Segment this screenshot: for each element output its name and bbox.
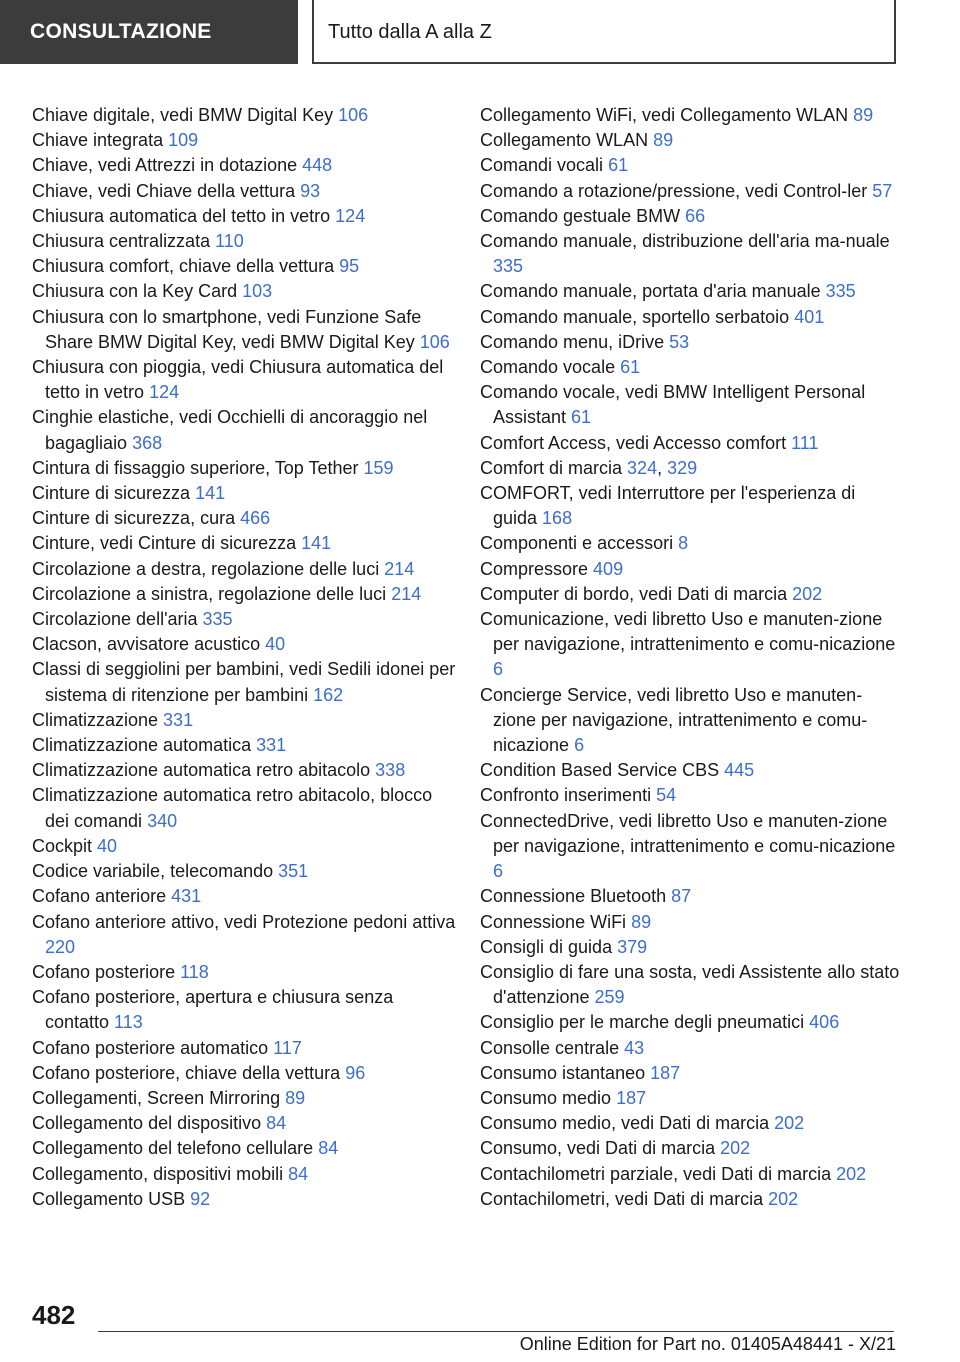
entry-label: Comando menu, iDrive [480,331,670,352]
index-entry [32,985,457,1035]
entry-label: Chiusura centralizzata [32,231,216,252]
entry-label: Contachilometri, vedi Dati di marcia [480,1188,769,1209]
page-header [0,0,960,66]
index-entry [32,456,457,481]
page-link[interactable]: 141 [301,533,332,554]
index-entry [480,153,900,178]
page-link[interactable]: 214 [391,583,422,604]
entry-label: Chiusura con lo smartphone, vedi Funzione Safe Share BMW Digital Key, vedi BMW Digital Key [32,306,422,352]
entry-label: Consiglio di fare una sosta, vedi Assistente allo stato d'attenzione [480,961,900,1008]
entry-label: Comunicazione, vedi libretto Uso e manuten-zione per navigazione, intrattenimento e comu-nicazione [480,609,896,655]
index-entry [480,355,900,380]
index-entry [480,204,900,229]
index-entry [32,305,457,355]
page-link[interactable]: 409 [593,558,624,579]
index-entry [32,1111,457,1136]
index-entry [32,229,457,254]
page-link[interactable]: 187 [616,1087,647,1108]
index-entry [32,355,457,405]
index-entry [32,657,457,707]
entry-label: Cofano anteriore [32,886,172,907]
page-link[interactable]: 214 [384,558,415,579]
index-entry [480,1162,900,1187]
entry-label: Cockpit [32,835,98,856]
index-entry [32,1036,457,1061]
page-link[interactable]: 466 [240,508,271,529]
entry-label: Consigli di guida [480,936,618,957]
page-link[interactable]: 202 [792,583,823,604]
entry-label: Consiglio per le marche degli pneumatici [480,1012,810,1033]
entry-label: Classi di seggiolini per bambini, vedi Sedili idonei per sistema di ritenzione per bambini [32,659,456,705]
page-link[interactable]: 110 [215,231,244,252]
page-link[interactable]: 106 [338,105,369,125]
entry-label: Collegamenti, Screen Mirroring [32,1087,286,1108]
page-link[interactable]: 96 [345,1062,366,1083]
index-entry [32,179,457,204]
entry-label: Compressore [480,558,594,579]
entry-label: Cinture di sicurezza, cura [32,508,241,529]
entry-label: Cinture di sicurezza [32,483,196,504]
index-entry [480,1136,900,1161]
page-link[interactable]: 113 [114,1012,143,1033]
index-entry [32,733,457,758]
page-link[interactable]: 220 [45,936,76,957]
entry-label: Contachilometri parziale, vedi Dati di marcia [480,1163,837,1184]
index-entry [480,910,900,935]
entry-label: Comando vocale [480,357,621,378]
page-link[interactable]: 8 [678,533,689,554]
index-entry [32,279,457,304]
index-entry [32,758,457,783]
entry-label: Cofano posteriore, chiave della vettura [32,1062,346,1083]
entry-label: Comfort di marcia [480,457,628,478]
index-entry [480,531,900,556]
page-link[interactable]: 84 [288,1163,309,1184]
entry-label: Concierge Service, vedi libretto Uso e manuten-zione per navigazione, intrattenimento e comu-nicazione [480,684,868,756]
page-link[interactable]: 89 [653,130,674,151]
entry-label: Connessione Bluetooth [480,886,672,907]
index-entry [480,809,900,885]
entry-label: Chiusura con la Key Card [32,281,243,302]
page-number: 482 [32,1300,76,1330]
entry-label: Cintura di fissaggio superiore, Top Tether [32,457,364,478]
entry-label: Chiusura con pioggia, vedi Chiusura automatica del tetto in vetro [32,357,444,403]
index-entry [32,1136,457,1161]
entry-label: Collegamento WLAN [480,130,654,151]
index-entry [32,884,457,909]
page-link[interactable]: 331 [256,735,287,756]
page-link[interactable]: 168 [542,508,573,529]
entry-label: Comando vocale, vedi BMW Intelligent Personal Assistant [480,382,866,428]
index-entry [480,128,900,153]
index-entry [32,506,457,531]
entry-label: Chiusura automatica del tetto in vetro [32,205,336,226]
entry-label: Chiave, vedi Chiave della vettura [32,180,301,201]
page-link[interactable]: 89 [285,1087,306,1108]
page-link[interactable]: 331 [163,709,194,730]
index-entry [480,1010,900,1035]
page-link[interactable]: 406 [809,1012,840,1033]
index-entry [480,305,900,330]
index-entry [480,279,900,304]
page-link[interactable]: 89 [631,911,652,932]
index-entry [480,481,900,531]
index-entry [32,607,457,632]
page-link[interactable]: 335 [202,609,233,630]
entry-label: Componenti e accessori [480,533,679,554]
index-entry [480,380,900,430]
index-entry [32,1061,457,1086]
section-title: CONSULTAZIONE [0,0,298,64]
page-link[interactable]: 159 [363,457,394,478]
footer-divider [98,1331,894,1332]
page-link[interactable]: 57 [872,180,893,201]
page-link[interactable]: 162 [313,684,344,705]
page-link[interactable]: 53 [669,331,690,352]
index-entry [32,859,457,884]
entry-label: Circolazione a sinistra, regolazione delle luci [32,583,392,604]
entry-label: Codice variabile, telecomando [32,861,279,882]
page-link[interactable]: 202 [774,1113,805,1134]
index-entry [480,884,900,909]
index-entry [480,431,900,456]
index-entry [32,103,457,128]
entry-label: Climatizzazione automatica retro abitacolo, blocco dei comandi [32,785,433,831]
index-entry [480,103,900,128]
entry-label: Chiave, vedi Attrezzi in dotazione [32,155,303,176]
entry-label: Computer di bordo, vedi Dati di marcia [480,583,793,604]
entry-label: Comando manuale, distribuzione dell'aria ma-nuale [480,231,890,252]
page-link[interactable]: 87 [671,886,692,907]
index-entry [480,582,900,607]
page-link[interactable]: 141 [195,483,226,504]
index-entry [32,405,457,455]
entry-label: Cinghie elastiche, vedi Occhielli di ancoraggio nel bagagliaio [32,407,428,453]
entry-label: Circolazione a destra, regolazione delle luci [32,558,385,579]
entry-label: Chiave digitale, vedi BMW Digital Key [32,105,339,125]
entry-label: Consolle centrale [480,1037,625,1058]
index-entry [32,153,457,178]
page-link[interactable]: 6 [574,735,585,756]
page-link[interactable]: 43 [624,1037,645,1058]
entry-label: Cinture, vedi Cinture di sicurezza [32,533,302,554]
index-entry [32,557,457,582]
page-link[interactable]: 111 [791,432,819,453]
page-link[interactable]: 202 [720,1138,751,1159]
index-entry [480,1036,900,1061]
index-entry [32,708,457,733]
entry-label: Collegamento WiFi, vedi Collegamento WLAN [480,105,854,125]
page-link[interactable]: 187 [650,1062,681,1083]
entry-label: COMFORT, vedi Interruttore per l'esperienza di guida [480,483,856,529]
entry-label: Comfort Access, vedi Accesso comfort [480,432,792,453]
page-link[interactable]: 124 [149,382,180,403]
page-link[interactable]: 335 [493,256,524,277]
page-link[interactable]: 117 [273,1037,302,1058]
entry-label: Confronto inserimenti [480,785,657,806]
entry-label: Comando gestuale BMW [480,205,686,226]
page-link[interactable]: 329 [667,457,698,478]
page-link[interactable]: 379 [617,936,648,957]
index-column-right [480,103,900,1212]
page-link[interactable]: 351 [278,861,309,882]
page-link[interactable]: 84 [266,1113,287,1134]
page-link[interactable]: 106 [419,331,450,352]
index-column-left [32,103,457,1212]
page-link[interactable]: 324 [627,457,658,478]
index-entry [480,1111,900,1136]
page-separator: , [657,457,668,478]
index-entry [480,960,900,1010]
entry-label: Consumo medio, vedi Dati di marcia [480,1113,775,1134]
index-entry [32,531,457,556]
index-entry [32,1162,457,1187]
page-link[interactable]: 338 [375,760,406,781]
page-link[interactable]: 66 [685,205,706,226]
page-link[interactable]: 54 [656,785,677,806]
entry-label: Consumo istantaneo [480,1062,651,1083]
page-link[interactable]: 202 [836,1163,867,1184]
index-entry [480,783,900,808]
entry-label: Chiusura comfort, chiave della vettura [32,256,340,277]
entry-label: Climatizzazione automatica [32,735,257,756]
entry-label: Consumo, vedi Dati di marcia [480,1138,721,1159]
page-link[interactable]: 124 [335,205,366,226]
entry-label: Cofano posteriore [32,961,181,982]
index-entry [32,960,457,985]
footer-edition-text: Online Edition for Part no. 01405A48441 - X/21 [519,1334,896,1354]
page-link[interactable]: 6 [493,659,504,680]
entry-label: Condition Based Service CBS [480,760,725,781]
entry-label: Comando manuale, portata d'aria manuale [480,281,826,302]
index-entry [480,607,900,683]
page-link[interactable]: 61 [620,357,641,378]
page-link[interactable]: 202 [768,1188,799,1209]
page-link[interactable]: 340 [147,810,178,831]
entry-label: Circolazione dell'aria [32,609,203,630]
page-link[interactable]: 448 [302,155,333,176]
entry-label: Collegamento, dispositivi mobili [32,1163,289,1184]
page-link[interactable]: 431 [171,886,202,907]
page-link[interactable]: 335 [825,281,856,302]
index-entry [480,1086,900,1111]
page-link[interactable]: 95 [339,256,360,277]
index-entry [32,1086,457,1111]
page-link[interactable]: 401 [794,306,825,327]
index-entry [480,1187,900,1212]
index-entry [32,481,457,506]
page-link[interactable]: 40 [97,835,118,856]
page-link[interactable]: 368 [132,432,163,453]
page-link[interactable]: 445 [724,760,755,781]
index-entry [32,582,457,607]
entry-label: Climatizzazione automatica retro abitacolo [32,760,376,781]
entry-label: Consumo medio [480,1087,617,1108]
index-entry [480,1061,900,1086]
entry-label: Cofano anteriore attivo, vedi Protezione pedoni attiva [32,911,456,932]
index-entry [480,456,900,481]
index-entry [32,204,457,229]
entry-label: Collegamento del dispositivo [32,1113,267,1134]
index-entry [480,758,900,783]
entry-label: Climatizzazione [32,709,164,730]
entry-label: Cofano posteriore, apertura e chiusura senza contatto [32,987,394,1033]
entry-label: ConnectedDrive, vedi libretto Uso e manuten-zione per navigazione, intrattenimento e comu-nicazione [480,810,896,856]
page-link[interactable]: 103 [242,281,273,302]
page-link[interactable]: 40 [265,634,286,655]
index-entry [480,935,900,960]
page-link[interactable]: 89 [853,105,874,125]
page-link[interactable]: 92 [190,1188,211,1209]
page-link[interactable]: 61 [608,155,629,176]
page-link[interactable]: 84 [318,1138,339,1159]
page-link[interactable]: 6 [493,861,504,882]
page-link[interactable]: 259 [594,987,625,1008]
page-link[interactable]: 93 [300,180,321,201]
index-entry [480,557,900,582]
index-entry [32,783,457,833]
entry-label: Collegamento del telefono cellulare [32,1138,319,1159]
index-entry [480,229,900,279]
index-entry [480,330,900,355]
index-entry [32,254,457,279]
entry-label: Chiave integrata [32,130,169,151]
entry-label: Comando a rotazione/pressione, vedi Control-ler [480,180,873,201]
index-entry [32,910,457,960]
page-link[interactable]: 61 [571,407,592,428]
entry-label: Cofano posteriore automatico [32,1037,274,1058]
index-entry [480,179,900,204]
page-link[interactable]: 109 [168,130,199,151]
index-entry [32,1187,457,1212]
entry-label: Clacson, avvisatore acustico [32,634,266,655]
page-link[interactable]: 118 [180,961,209,982]
entry-label: Connessione WiFi [480,911,632,932]
index-entry [480,683,900,759]
index-entry [32,834,457,859]
index-entry [32,632,457,657]
entry-label: Comandi vocali [480,155,609,176]
chapter-title: Tutto dalla A alla Z [312,0,896,64]
entry-label: Comando manuale, sportello serbatoio [480,306,795,327]
entry-label: Collegamento USB [32,1188,191,1209]
index-entry [32,128,457,153]
